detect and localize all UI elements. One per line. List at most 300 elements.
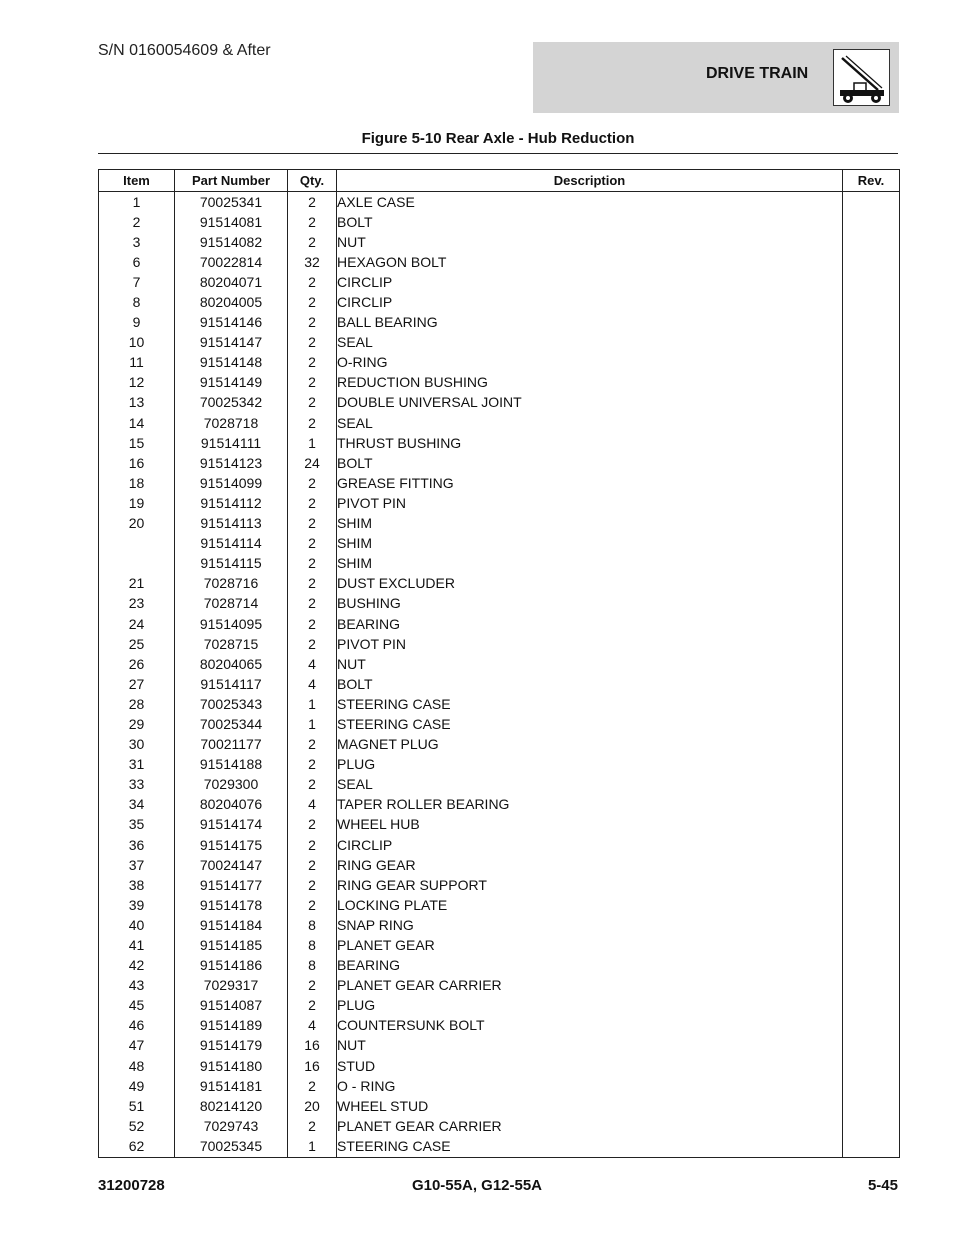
cell-item: 24 [99, 614, 175, 634]
cell-description: CIRCLIP [337, 272, 843, 292]
cell-part-number: 91514087 [175, 996, 288, 1016]
cell-qty: 2 [288, 634, 337, 654]
cell-qty: 2 [288, 996, 337, 1016]
cell-part-number: 70025343 [175, 694, 288, 714]
table-row [99, 554, 900, 574]
table-row [99, 292, 900, 312]
cell-item: 23 [99, 594, 175, 614]
cell-description: NUT [337, 654, 843, 674]
table-row [99, 674, 900, 694]
cell-item: 9 [99, 313, 175, 333]
cell-qty: 24 [288, 453, 337, 473]
cell-part-number: 91514099 [175, 473, 288, 493]
cell-part-number: 91514174 [175, 815, 288, 835]
cell-description: SHIM [337, 534, 843, 554]
cell-qty: 2 [288, 835, 337, 855]
cell-part-number: 91514188 [175, 755, 288, 775]
cell-part-number: 91514112 [175, 493, 288, 513]
cell-part-number: 7028714 [175, 594, 288, 614]
cell-rev [843, 212, 900, 232]
cell-description: LOCKING PLATE [337, 895, 843, 915]
cell-item: 12 [99, 373, 175, 393]
title-divider [98, 153, 898, 154]
cell-qty: 1 [288, 694, 337, 714]
cell-qty: 2 [288, 875, 337, 895]
cell-part-number: 91514123 [175, 453, 288, 473]
cell-part-number: 7029317 [175, 976, 288, 996]
parts-table-body [99, 192, 900, 1158]
cell-rev [843, 433, 900, 453]
column-header-qty: Qty. [288, 170, 337, 192]
cell-part-number: 70022814 [175, 252, 288, 272]
figure-title: Figure 5-10 Rear Axle - Hub Reduction [361, 130, 635, 147]
cell-item: 45 [99, 996, 175, 1016]
cell-qty: 2 [288, 333, 337, 353]
cell-rev [843, 534, 900, 554]
cell-rev [843, 654, 900, 674]
cell-description: CIRCLIP [337, 292, 843, 312]
table-row [99, 976, 900, 996]
cell-item: 37 [99, 855, 175, 875]
cell-rev [843, 875, 900, 895]
cell-description: STUD [337, 1056, 843, 1076]
table-row [99, 232, 900, 252]
cell-qty: 1 [288, 714, 337, 734]
cell-qty: 2 [288, 1076, 337, 1096]
cell-item: 21 [99, 574, 175, 594]
cell-part-number: 91514185 [175, 935, 288, 955]
cell-part-number: 91514181 [175, 1076, 288, 1096]
cell-item: 31 [99, 755, 175, 775]
cell-rev [843, 755, 900, 775]
cell-part-number: 7028718 [175, 413, 288, 433]
cell-part-number: 70025342 [175, 393, 288, 413]
cell-description: HEXAGON BOLT [337, 252, 843, 272]
table-row [99, 493, 900, 513]
cell-rev [843, 895, 900, 915]
cell-qty: 2 [288, 1116, 337, 1136]
cell-description: WHEEL HUB [337, 815, 843, 835]
cell-description: O-RING [337, 353, 843, 373]
table-row [99, 714, 900, 734]
cell-description: PIVOT PIN [337, 634, 843, 654]
cell-item: 43 [99, 976, 175, 996]
cell-description: BOLT [337, 453, 843, 473]
cell-description: DOUBLE UNIVERSAL JOINT [337, 393, 843, 413]
table-row [99, 413, 900, 433]
cell-qty: 2 [288, 232, 337, 252]
table-row [99, 453, 900, 473]
cell-qty: 2 [288, 313, 337, 333]
cell-rev [843, 855, 900, 875]
cell-qty: 16 [288, 1056, 337, 1076]
column-header-description: Description [337, 170, 843, 192]
cell-qty: 2 [288, 393, 337, 413]
cell-item: 20 [99, 514, 175, 534]
table-row [99, 735, 900, 755]
cell-rev [843, 373, 900, 393]
table-row [99, 935, 900, 955]
page-number: 5-45 [867, 1177, 898, 1194]
cell-item: 47 [99, 1036, 175, 1056]
cell-item: 7 [99, 272, 175, 292]
cell-qty: 2 [288, 614, 337, 634]
cell-qty: 2 [288, 353, 337, 373]
cell-qty: 2 [288, 775, 337, 795]
cell-description: COUNTERSUNK BOLT [337, 1016, 843, 1036]
table-row [99, 313, 900, 333]
cell-item [99, 554, 175, 574]
cell-rev [843, 514, 900, 534]
cell-rev [843, 192, 900, 213]
cell-item: 18 [99, 473, 175, 493]
cell-item: 34 [99, 795, 175, 815]
cell-rev [843, 634, 900, 654]
column-header-rev: Rev. [843, 170, 900, 192]
cell-description: PLUG [337, 996, 843, 1016]
cell-description: CIRCLIP [337, 835, 843, 855]
cell-description: SNAP RING [337, 915, 843, 935]
cell-part-number: 7028716 [175, 574, 288, 594]
cell-item: 35 [99, 815, 175, 835]
cell-rev [843, 413, 900, 433]
cell-qty: 2 [288, 272, 337, 292]
cell-part-number: 91514082 [175, 232, 288, 252]
cell-part-number: 91514114 [175, 534, 288, 554]
cell-description: PLANET GEAR [337, 935, 843, 955]
cell-part-number: 91514149 [175, 373, 288, 393]
table-row [99, 1036, 900, 1056]
cell-item: 62 [99, 1136, 175, 1157]
model-numbers: G10-55A, G12-55A [411, 1177, 543, 1194]
cell-item: 51 [99, 1096, 175, 1116]
table-row [99, 795, 900, 815]
cell-description: BOLT [337, 674, 843, 694]
cell-part-number: 80204065 [175, 654, 288, 674]
cell-rev [843, 493, 900, 513]
table-row [99, 1096, 900, 1116]
cell-part-number: 91514146 [175, 313, 288, 333]
table-row [99, 192, 900, 213]
cell-item: 46 [99, 1016, 175, 1036]
cell-part-number: 91514177 [175, 875, 288, 895]
cell-item: 15 [99, 433, 175, 453]
cell-part-number: 70021177 [175, 735, 288, 755]
cell-part-number: 91514189 [175, 1016, 288, 1036]
cell-description: PLUG [337, 755, 843, 775]
cell-part-number: 91514178 [175, 895, 288, 915]
cell-part-number: 70025341 [175, 192, 288, 213]
cell-qty: 4 [288, 795, 337, 815]
cell-description: REDUCTION BUSHING [337, 373, 843, 393]
cell-part-number: 91514115 [175, 554, 288, 574]
cell-rev [843, 1136, 900, 1157]
cell-qty: 2 [288, 212, 337, 232]
cell-description: DUST EXCLUDER [337, 574, 843, 594]
cell-qty: 2 [288, 473, 337, 493]
cell-rev [843, 1016, 900, 1036]
cell-part-number: 91514147 [175, 333, 288, 353]
cell-rev [843, 1036, 900, 1056]
cell-qty: 8 [288, 935, 337, 955]
cell-description: SHIM [337, 514, 843, 534]
cell-part-number: 91514148 [175, 353, 288, 373]
cell-item: 29 [99, 714, 175, 734]
cell-rev [843, 835, 900, 855]
table-row [99, 915, 900, 935]
cell-description: AXLE CASE [337, 192, 843, 213]
cell-description: STEERING CASE [337, 714, 843, 734]
cell-item: 6 [99, 252, 175, 272]
table-row [99, 514, 900, 534]
table-row [99, 473, 900, 493]
cell-description: STEERING CASE [337, 694, 843, 714]
cell-description: SEAL [337, 775, 843, 795]
cell-rev [843, 735, 900, 755]
cell-item: 33 [99, 775, 175, 795]
table-row [99, 634, 900, 654]
table-row [99, 694, 900, 714]
table-row [99, 755, 900, 775]
cell-description: O - RING [337, 1076, 843, 1096]
cell-description: SEAL [337, 413, 843, 433]
cell-part-number: 91514111 [175, 433, 288, 453]
cell-item: 41 [99, 935, 175, 955]
cell-item: 16 [99, 453, 175, 473]
cell-part-number: 80204076 [175, 795, 288, 815]
cell-part-number: 91514180 [175, 1056, 288, 1076]
cell-part-number: 91514184 [175, 915, 288, 935]
cell-description: BEARING [337, 956, 843, 976]
cell-item: 39 [99, 895, 175, 915]
cell-part-number: 7028715 [175, 634, 288, 654]
cell-description: TAPER ROLLER BEARING [337, 795, 843, 815]
cell-description: MAGNET PLUG [337, 735, 843, 755]
cell-item: 42 [99, 956, 175, 976]
cell-description: BALL BEARING [337, 313, 843, 333]
cell-description: PLANET GEAR CARRIER [337, 1116, 843, 1136]
cell-qty: 2 [288, 895, 337, 915]
cell-qty: 2 [288, 493, 337, 513]
column-header-item: Item [99, 170, 175, 192]
cell-part-number: 7029300 [175, 775, 288, 795]
cell-part-number: 91514175 [175, 835, 288, 855]
table-row [99, 212, 900, 232]
cell-part-number: 7029743 [175, 1116, 288, 1136]
cell-qty: 8 [288, 915, 337, 935]
cell-qty: 2 [288, 735, 337, 755]
table-row [99, 654, 900, 674]
cell-rev [843, 313, 900, 333]
cell-part-number: 80204071 [175, 272, 288, 292]
cell-qty: 8 [288, 956, 337, 976]
table-row [99, 594, 900, 614]
cell-description: STEERING CASE [337, 1136, 843, 1157]
cell-qty: 2 [288, 413, 337, 433]
cell-qty: 2 [288, 594, 337, 614]
cell-qty: 2 [288, 514, 337, 534]
table-row [99, 996, 900, 1016]
table-row [99, 855, 900, 875]
cell-rev [843, 574, 900, 594]
cell-rev [843, 272, 900, 292]
table-row [99, 1016, 900, 1036]
table-row [99, 534, 900, 554]
table-row [99, 815, 900, 835]
table-row [99, 252, 900, 272]
table-row [99, 775, 900, 795]
table-row [99, 1056, 900, 1076]
cell-description: NUT [337, 232, 843, 252]
cell-item: 1 [99, 192, 175, 213]
cell-rev [843, 393, 900, 413]
cell-qty: 4 [288, 654, 337, 674]
cell-description: PLANET GEAR CARRIER [337, 976, 843, 996]
cell-rev [843, 1056, 900, 1076]
cell-qty: 16 [288, 1036, 337, 1056]
table-row [99, 272, 900, 292]
cell-rev [843, 252, 900, 272]
cell-part-number: 80204005 [175, 292, 288, 312]
cell-qty: 2 [288, 815, 337, 835]
cell-item: 13 [99, 393, 175, 413]
table-row [99, 373, 900, 393]
cell-qty: 1 [288, 433, 337, 453]
cell-qty: 2 [288, 574, 337, 594]
table-row [99, 875, 900, 895]
cell-rev [843, 996, 900, 1016]
table-row [99, 433, 900, 453]
cell-qty: 20 [288, 1096, 337, 1116]
cell-description: SEAL [337, 333, 843, 353]
cell-qty: 2 [288, 976, 337, 996]
cell-part-number: 91514095 [175, 614, 288, 634]
cell-part-number: 91514186 [175, 956, 288, 976]
cell-description: BEARING [337, 614, 843, 634]
cell-rev [843, 292, 900, 312]
table-row [99, 1076, 900, 1096]
cell-part-number: 91514179 [175, 1036, 288, 1056]
cell-rev [843, 1096, 900, 1116]
cell-rev [843, 956, 900, 976]
cell-item: 25 [99, 634, 175, 654]
cell-rev [843, 815, 900, 835]
cell-description: GREASE FITTING [337, 473, 843, 493]
table-row [99, 614, 900, 634]
cell-qty: 2 [288, 534, 337, 554]
cell-qty: 4 [288, 674, 337, 694]
cell-qty: 2 [288, 554, 337, 574]
table-row [99, 1116, 900, 1136]
cell-item: 48 [99, 1056, 175, 1076]
cell-part-number: 91514117 [175, 674, 288, 694]
cell-item: 26 [99, 654, 175, 674]
cell-qty: 32 [288, 252, 337, 272]
cell-rev [843, 674, 900, 694]
cell-qty: 1 [288, 1136, 337, 1157]
cell-part-number: 91514081 [175, 212, 288, 232]
cell-description: WHEEL STUD [337, 1096, 843, 1116]
serial-number-range: S/N 0160054609 & After [98, 42, 271, 59]
cell-item: 3 [99, 232, 175, 252]
cell-qty: 2 [288, 373, 337, 393]
table-row [99, 895, 900, 915]
cell-rev [843, 614, 900, 634]
cell-qty: 2 [288, 755, 337, 775]
cell-rev [843, 473, 900, 493]
cell-rev [843, 976, 900, 996]
table-row [99, 574, 900, 594]
cell-item: 27 [99, 674, 175, 694]
cell-item: 52 [99, 1116, 175, 1136]
cell-item: 8 [99, 292, 175, 312]
parts-table [98, 169, 900, 1158]
cell-rev [843, 1076, 900, 1096]
cell-rev [843, 775, 900, 795]
cell-item: 14 [99, 413, 175, 433]
cell-part-number: 91514113 [175, 514, 288, 534]
table-row [99, 956, 900, 976]
table-header-row [99, 170, 900, 192]
cell-item: 36 [99, 835, 175, 855]
cell-description: RING GEAR [337, 855, 843, 875]
cell-rev [843, 935, 900, 955]
cell-item: 38 [99, 875, 175, 895]
cell-rev [843, 795, 900, 815]
cell-qty: 2 [288, 292, 337, 312]
cell-description: SHIM [337, 554, 843, 574]
cell-description: THRUST BUSHING [337, 433, 843, 453]
cell-rev [843, 694, 900, 714]
cell-description: PIVOT PIN [337, 493, 843, 513]
cell-rev [843, 554, 900, 574]
cell-item: 10 [99, 333, 175, 353]
table-row [99, 333, 900, 353]
cell-rev [843, 594, 900, 614]
lift-truck-icon [833, 49, 890, 106]
cell-rev [843, 714, 900, 734]
cell-part-number: 70025344 [175, 714, 288, 734]
cell-item: 2 [99, 212, 175, 232]
table-row [99, 393, 900, 413]
column-header-part-number: Part Number [175, 170, 288, 192]
table-row [99, 835, 900, 855]
table-row [99, 1136, 900, 1157]
cell-description: RING GEAR SUPPORT [337, 875, 843, 895]
cell-description: BOLT [337, 212, 843, 232]
cell-part-number: 70024147 [175, 855, 288, 875]
cell-description: NUT [337, 1036, 843, 1056]
table-row [99, 353, 900, 373]
cell-item [99, 534, 175, 554]
cell-item: 11 [99, 353, 175, 373]
cell-item: 19 [99, 493, 175, 513]
cell-rev [843, 333, 900, 353]
cell-item: 49 [99, 1076, 175, 1096]
cell-part-number: 80214120 [175, 1096, 288, 1116]
cell-qty: 2 [288, 855, 337, 875]
cell-item: 28 [99, 694, 175, 714]
cell-rev [843, 353, 900, 373]
document-number: 31200728 [98, 1177, 165, 1194]
cell-rev [843, 915, 900, 935]
cell-item: 40 [99, 915, 175, 935]
cell-item: 30 [99, 735, 175, 755]
cell-qty: 4 [288, 1016, 337, 1036]
cell-qty: 2 [288, 192, 337, 213]
cell-rev [843, 453, 900, 473]
cell-rev [843, 232, 900, 252]
